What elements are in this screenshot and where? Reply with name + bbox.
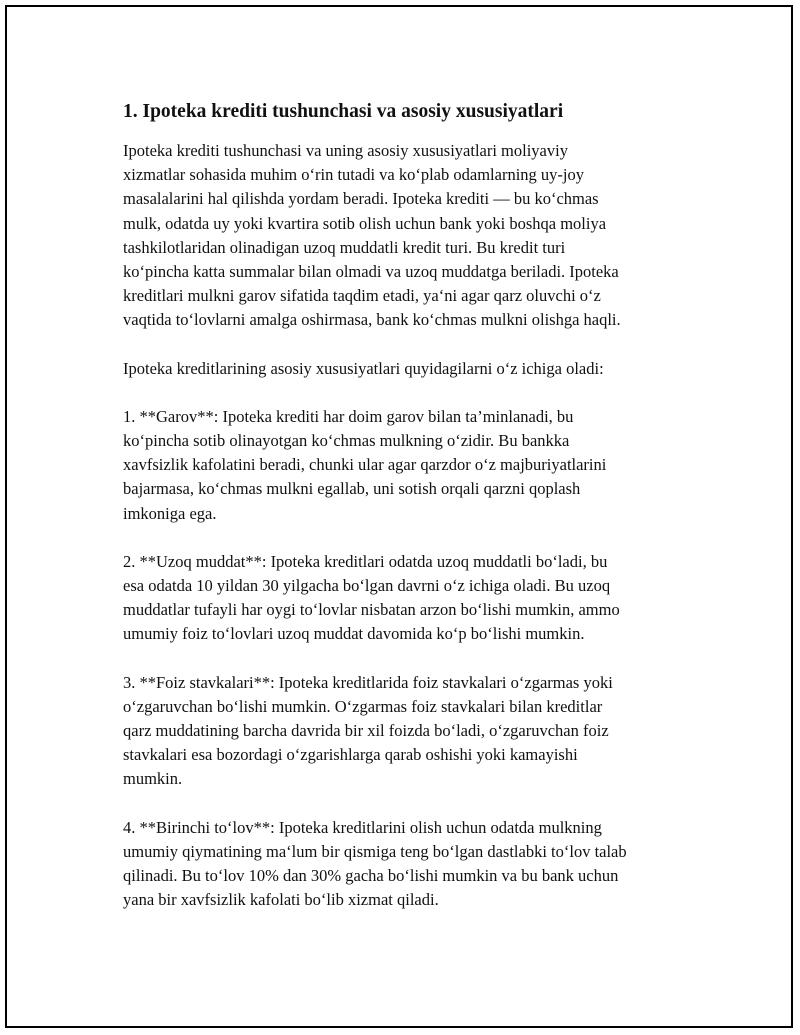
text-line: esa odatda 10 yildan 30 yilgacha bo‘lgan davrni o‘z ichiga oladi. Bu uzoq (123, 576, 611, 596)
text-line: 1. **Garov**: Ipoteka krediti har doim garov bilan ta’minlanadi, bu (123, 406, 574, 426)
text-line: masalalarini hal qilishda yordam beradi. Ipoteka krediti — bu ko‘chmas (123, 189, 599, 209)
text-line: mulk, odatda uy yoki kvartira sotib olish uchun bank yoki boshqa moliya (123, 213, 607, 233)
paragraph-item-3 (123, 671, 697, 792)
text-line: bajarmasa, ko‘chmas mulkni egallab, uni sotish orqali qarzni qoplash (123, 479, 581, 499)
text-line: mumkin. (123, 769, 183, 789)
text-line: qilinadi. Bu to‘lov 10% dan 30% gacha bo‘lishi mumkin va bu bank uchun (123, 866, 619, 886)
paragraph-features-intro (123, 357, 697, 381)
text-line: umumiy foiz to‘lovlari uzoq muddat davomida ko‘p bo‘lishi mumkin. (123, 624, 585, 644)
text-line: ko‘pincha katta summalar bilan olmadi va uzoq muddatga beriladi. Ipoteka (123, 262, 619, 282)
page-frame (5, 5, 793, 1028)
section-heading: 1. Ipoteka krediti tushunchasi va asosiy xususiyatlari (123, 101, 564, 122)
text-line: xavfsizlik kafolatini beradi, chunki ular agar qarzdor o‘z majburiyatlarini (123, 455, 607, 475)
text-line: qarz muddatining barcha davrida bir xil foizda bo‘ladi, o‘zgaruvchan foiz (123, 721, 609, 741)
paragraph-item-4 (123, 816, 697, 913)
text-line: 3. **Foiz stavkalari**: Ipoteka kreditlarida foiz stavkalari o‘zgarmas yoki (123, 672, 613, 692)
paragraph-intro (123, 139, 697, 333)
text-line: yana bir xavfsizlik kafolati bo‘lib xizmat qiladi. (123, 890, 439, 910)
text-line: Ipoteka kreditlarining asosiy xususiyatlari quyidagilarni o‘z ichiga oladi: (123, 358, 604, 378)
text-line: umumiy qiymatining ma‘lum bir qismiga teng bo‘lgan dastlabki to‘lov talab (123, 841, 627, 861)
document-body (123, 99, 697, 936)
text-line: xizmatlar sohasida muhim o‘rin tutadi va ko‘plab odamlarning uy-joy (123, 165, 584, 185)
text-line: 2. **Uzoq muddat**: Ipoteka kreditlari odatda uzoq muddatli bo‘ladi, bu (123, 551, 608, 571)
text-line: muddatlar tufayli har oygi to‘lovlar nisbatan arzon bo‘lishi mumkin, ammo (123, 600, 620, 620)
text-line: kreditlari mulkni garov sifatida taqdim etadi, ya‘ni agar qarz oluvchi o‘z (123, 286, 601, 306)
paragraph-item-2 (123, 550, 697, 647)
text-line: 4. **Birinchi to‘lov**: Ipoteka kreditlarini olish uchun odatda mulkning (123, 817, 602, 837)
text-line: ko‘pincha sotib olinayotgan ko‘chmas mulkning o‘zidir. Bu bankka (123, 431, 570, 451)
text-line: Ipoteka krediti tushunchasi va uning asosiy xususiyatlari moliyaviy (123, 141, 568, 160)
text-line: imkoniga ega. (123, 503, 217, 523)
text-line: stavkalari esa bozordagi o‘zgarishlarga qarab oshishi yoki kamayishi (123, 745, 578, 765)
text-line: vaqtida to‘lovlarni amalga oshirmasa, bank ko‘chmas mulkni olishga haqli. (123, 310, 621, 330)
text-line: tashkilotlaridan olinadigan uzoq muddatli kredit turi. Bu kredit turi (123, 237, 566, 257)
text-line: o‘zgaruvchan bo‘lishi mumkin. O‘zgarmas foiz stavkalari bilan kreditlar (123, 696, 603, 716)
paragraph-item-1 (123, 405, 697, 526)
